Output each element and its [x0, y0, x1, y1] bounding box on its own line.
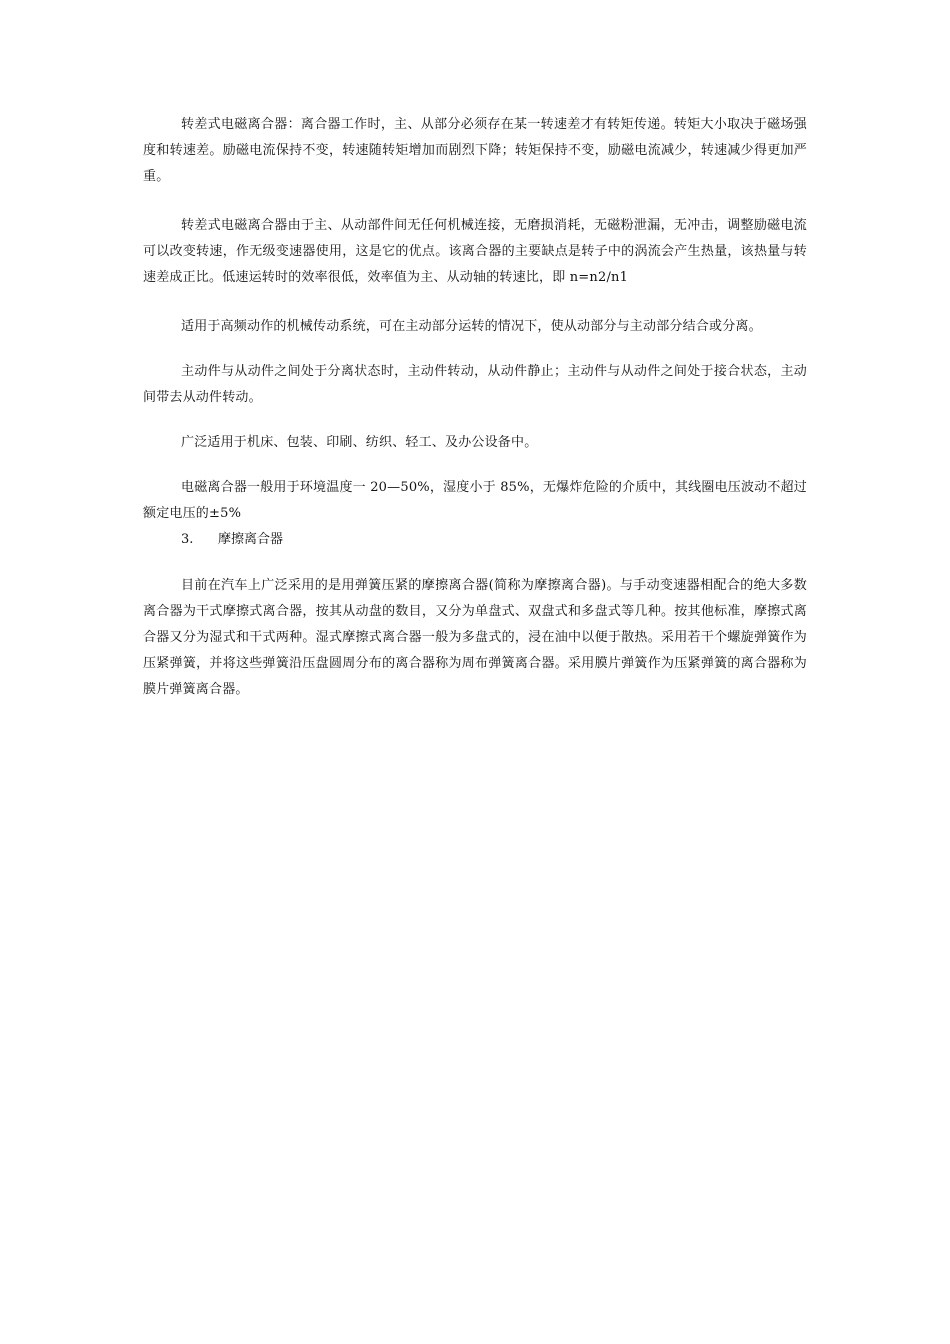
section-title: 摩擦离合器 [218, 532, 284, 547]
document-body [143, 112, 807, 703]
paragraph-slip-clutch-advantages: 转差式电磁离合器由于主、从动部件间无任何机械连接，无磨损消耗，无磁粉泄漏，无冲击，调整励磁电流可以改变转速，作无级变速器使用，这是它的优点。该离合器的主要缺点是转子中的涡流会产生热量，该热量与转速差成正比。低速运转时的效率很低，效率值为主、从动轴的转速比，即 n=n2/n1 [143, 218, 807, 285]
paragraph-operating-conditions: 电磁离合器一般用于环境温度一 20—50%，湿度小于 85%，无爆炸危险的介质中，其线圈电压波动不超过额定电压的±5% [143, 480, 807, 521]
paragraph-friction-clutch: 目前在汽车上广泛采用的是用弹簧压紧的摩擦离合器(简称为摩擦离合器)。与手动变速器相配合的绝大多数离合器为干式摩擦式离合器，按其从动盘的数目，又分为单盘式、双盘式和多盘式等几种。按其他标准，摩擦式离合器又分为湿式和干式两种。湿式摩擦式离合器一般为多盘式的，浸在油中以便于散热。采用若干个螺旋弹簧作为压紧弹簧，并将这些弹簧沿压盘圆周分布的离合器称为周布弹簧离合器。采用膜片弹簧作为压紧弹簧的离合器称为膜片弹簧离合器。 [143, 578, 807, 697]
section-heading [143, 527, 807, 553]
paragraph-slip-clutch-definition: 转差式电磁离合器：离合器工作时，主、从部分必须存在某一转速差才有转矩传递。转矩大小取决于磁场强度和转速差。励磁电流保持不变，转速随转矩增加而剧烈下降；转矩保持不变，励磁电流减少，转速减少得更加严重。 [143, 117, 807, 184]
paragraph-application-high-frequency: 适用于高频动作的机械传动系统，可在主动部分运转的情况下，使从动部分与主动部分结合或分离。 [181, 319, 762, 334]
paragraph-application-industries: 广泛适用于机床、包装、印刷、纺织、轻工、及办公设备中。 [181, 435, 538, 450]
section-number: 3. [181, 532, 194, 547]
paragraph-engagement-states: 主动件与从动件之间处于分离状态时，主动件转动，从动件静止；主动件与从动件之间处于接合状态，主动间带去从动件转动。 [143, 364, 807, 405]
